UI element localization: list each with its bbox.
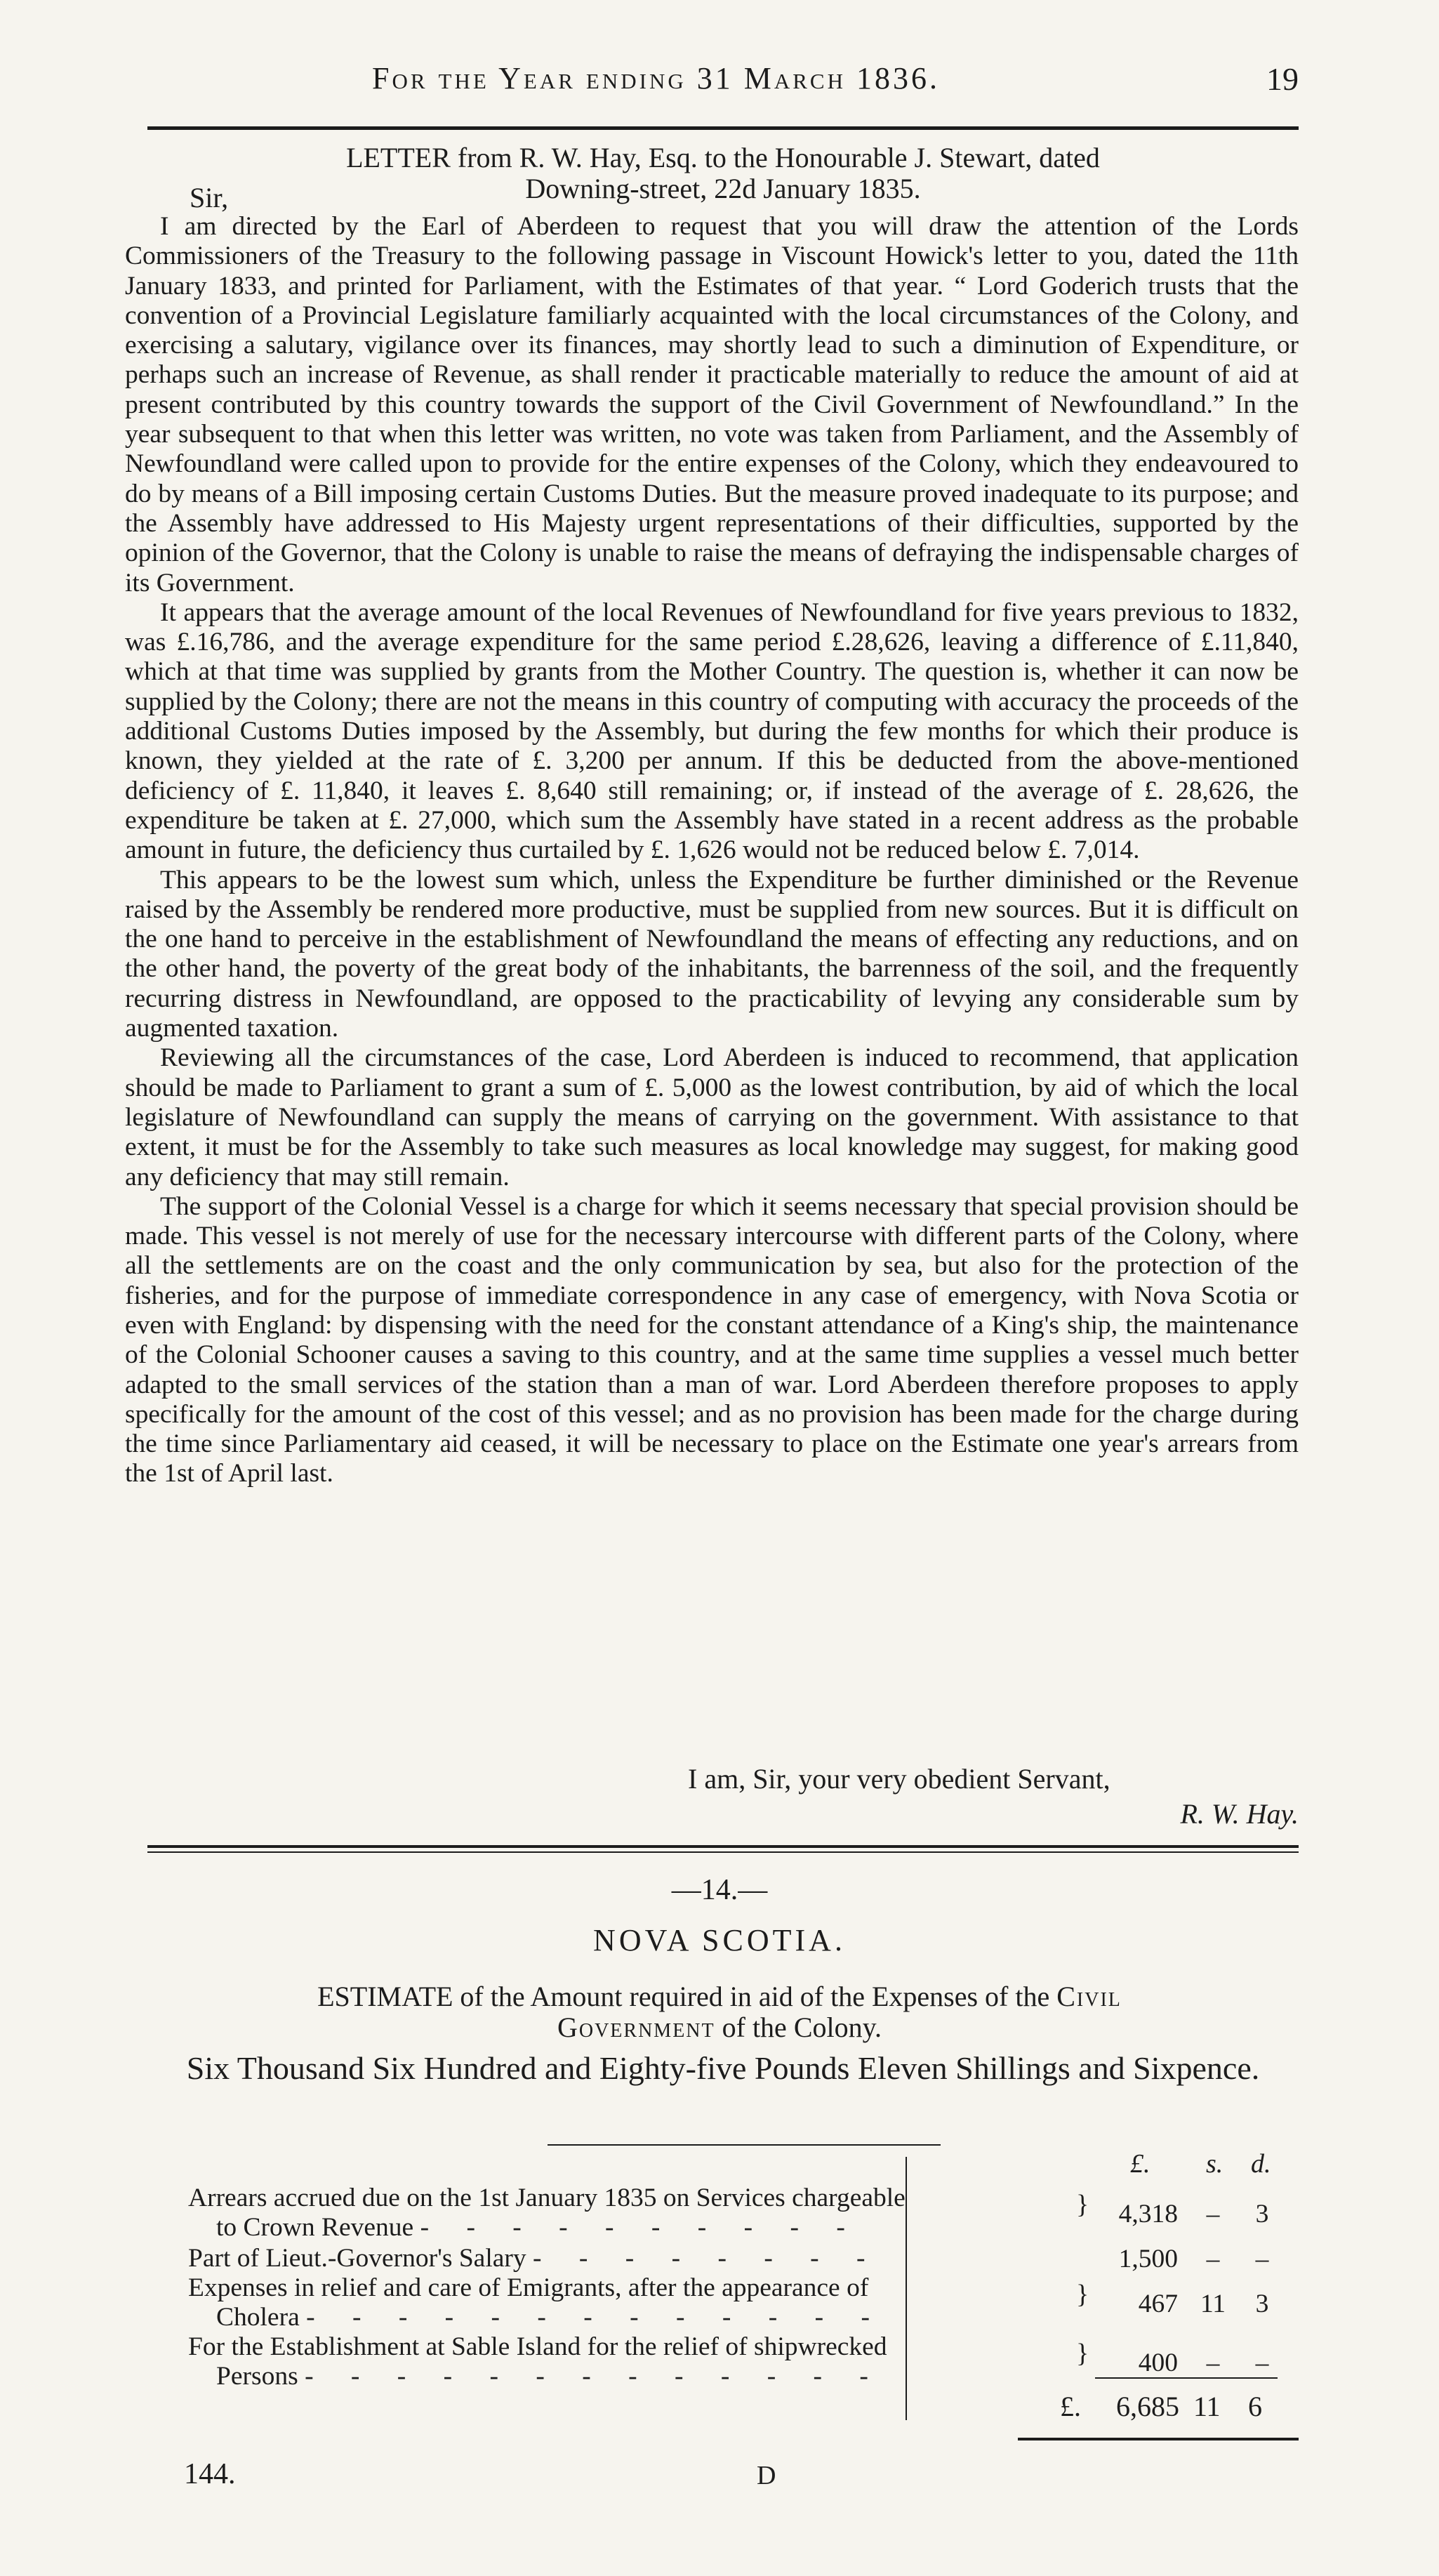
letter-heading-line1: LETTER from R. W. Hay, Esq. to the Honourable J. Stewart, dated (346, 142, 1100, 173)
running-head (147, 60, 1299, 110)
amount-shillings: – (1206, 2200, 1220, 2228)
row-line2: Persons (216, 2362, 298, 2391)
amount-pence: – (1255, 2349, 1269, 2377)
total-underline (1018, 2438, 1299, 2440)
row-description (188, 2273, 1074, 2332)
amount-in-words: Six Thousand Six Hundred and Eighty-five Pounds Eleven Shillings and Sixpence. (186, 2050, 1260, 2086)
row-line1: Part of Lieut.-Governor's Salary (188, 2244, 526, 2273)
amount-pence: 3 (1255, 2200, 1269, 2228)
total-shillings: 11 (1193, 2391, 1221, 2422)
letter-heading-line2: Downing-street, 22d January 1835. (525, 173, 921, 204)
amount-shillings: – (1206, 2245, 1220, 2273)
row-line2: to Crown Revenue (216, 2213, 414, 2242)
total-symbol: £. (1060, 2391, 1081, 2422)
brace-glyph: } (1076, 2280, 1089, 2309)
letter-signature: R. W. Hay. (1180, 1798, 1299, 1830)
amount-pounds: 400 (1138, 2349, 1178, 2377)
page-number: 19 (1266, 61, 1299, 97)
footer-sheet-number: 144. (184, 2458, 236, 2490)
leader-dots: - - - - - - - - - - - - - (305, 2362, 884, 2391)
row-line1: For the Establishment at Sable Island for the relief of shipwrecked (188, 2332, 887, 2361)
leader-dots: - - - - - - - - - - - - - (306, 2303, 885, 2332)
amount-pounds: 4,318 (1118, 2200, 1178, 2228)
section-rule-thin (147, 1851, 1299, 1853)
total-pounds: 6,685 (1116, 2391, 1179, 2422)
section-title: NOVA SCOTIA. (593, 1923, 846, 1957)
row-line1: Expenses in relief and care of Emigrants, after the appearance of (188, 2273, 869, 2302)
amount-shillings: – (1206, 2349, 1220, 2377)
short-rule (548, 2144, 941, 2146)
amount-pence: 3 (1255, 2290, 1269, 2318)
letter-closing: I am, Sir, your very obedient Servant, (688, 1763, 1110, 1795)
row-description (188, 2244, 1074, 2273)
estimate-text-2a: Government (557, 2012, 715, 2043)
row-description (188, 2332, 1074, 2391)
estimate-heading (183, 1981, 1256, 2043)
estimate-text-1a: ESTIMATE of the Amount required in aid of the Expenses of the (317, 1981, 1050, 2012)
estimate-text-2b: of the Colony. (722, 2012, 882, 2043)
amount-pounds: 467 (1138, 2290, 1178, 2318)
estimate-text-1b: Civil (1056, 1981, 1122, 2012)
row-description (188, 2184, 1074, 2243)
brace-glyph: } (1076, 2190, 1089, 2219)
total-pence: 6 (1248, 2391, 1262, 2422)
letter-heading (147, 143, 1299, 204)
footer-signature-mark: D (757, 2461, 776, 2490)
letter-salutation: Sir, (190, 182, 229, 213)
sum-rule (1095, 2377, 1278, 2379)
letter-paragraph: Reviewing all the circumstances of the case, Lord Aberdeen is induced to recommend, that application should be made to Parliament to grant a sum of £. 5,000 as the lowest contribution, by aid of which the local legislature of Newfoundland can supply the means of carrying on the government. With assistance to that extent, it must be for the Assembly to take such measures as local knowledge may suggest, for making good any deficiency that may still remain. (125, 1043, 1299, 1191)
letter-paragraph: It appears that the average amount of the local Revenues of Newfoundland for five years previous to 1832, was £.16,786, and the average expenditure for the same period £.28,626, leaving a difference of £.11,840, which at that time was supplied by grants from the Mother Country. The question is, whether it can now be supplied by the Colony; there are not the means in this country of computing with accuracy the proceeds of the additional Customs Duties imposed by the Assembly, but during the few months for which their produce is known, they yielded at the rate of £. 3,200 per annum. If this be deducted from the above-mentioned deficiency of £. 11,840, it leaves £. 8,640 still remaining; or, if instead of the average of £. 28,626, the expenditure be taken at £. 27,000, which sum the Assembly have stated in a recent address as the probable amount in future, the deficiency thus curtailed by £. 1,626 would not be reduced below £. 7,014. (125, 597, 1299, 865)
row-line1: Arrears accrued due on the 1st January 1835 on Services chargeable (188, 2184, 906, 2212)
leader-dots: - - - - - - - - - - (420, 2213, 861, 2242)
amount-pence: – (1255, 2245, 1269, 2273)
letter-paragraph: The support of the Colonial Vessel is a charge for which it seems necessary that special provision should be made. This vessel is not merely of use for the necessary intercourse with different parts of the Colony, where all the settlements are on the coast and the only communication by sea, but also for the protection of the fisheries, and for the purpose of immediate correspondence in any case of emergency, with Nova Scotia or even with England: by dispensing with the need for the constant attendance of a King's ship, the maintenance of the Colonial Schooner causes a saving to this country, and at the same time supplies a vessel much better adapted to the small services of the station than a man of war. Lord Aberdeen therefore proposes to apply specifically for the amount of the cost of this vessel; and as no provision has been made for the charge during the time since Parliamentary aid ceased, it will be necessary to place on the Estimate one year's arrears from the 1st of April last. (125, 1191, 1299, 1488)
header-rule (147, 126, 1299, 130)
letter-body (125, 212, 1299, 1489)
column-head-pence: d. (1251, 2149, 1271, 2179)
running-head-title: For the Year ending 31 March 1836. (372, 61, 940, 95)
column-head-pounds: £. (1130, 2149, 1150, 2179)
amount-pounds: 1,500 (1118, 2245, 1178, 2273)
amount-shillings: 11 (1200, 2290, 1226, 2318)
column-head-shillings: s. (1206, 2149, 1224, 2179)
section-rule-thick (147, 1845, 1299, 1848)
leader-dots: - - - - - - - - (533, 2244, 881, 2273)
row-line2: Cholera (216, 2303, 300, 2332)
brace-glyph: } (1076, 2339, 1089, 2368)
letter-paragraph: I am directed by the Earl of Aberdeen to request that you will draw the attention of the Lords Commissioners of the Treasury to the following passage in Viscount Howick's letter to you, dated the 11th January 1833, and printed for Parliament, with the Estimates of that year. “ Lord Goderich trusts that the convention of a Provincial Legislature familiarly acquainted with the local circumstances of the Colony, and exercising a salutary, vigilance over its finances, may shortly lead to such a diminution of Expenditure, or perhaps such an increase of Revenue, as shall render it practicable materially to reduce the amount of aid at present contributed by this country towards the support of the Civil Government of Newfoundland.” In the year subsequent to that when this letter was written, no vote was taken from Parliament, and the Assembly of Newfoundland were called upon to provide for the entire expenses of the Colony, which they endeavoured to do by means of a Bill imposing certain Customs Duties. But the measure proved inadequate to its purpose; and the Assembly have addressed to His Majesty urgent representations of their difficulties, supported by the opinion of the Governor, that the Colony is unable to raise the means of defraying the indispensable charges of its Government. (125, 212, 1299, 597)
letter-paragraph: This appears to be the lowest sum which, unless the Expenditure be further diminished or the Revenue raised by the Assembly be rendered more productive, must be supplied from new sources. But it is difficult on the one hand to perceive in the establishment of Newfoundland the means of effecting any reductions, and on the other hand, the poverty of the great body of the inhabitants, the barrenness of the soil, and the frequently recurring distress in Newfoundland, are opposed to the practicability of levying any considerable sum by augmented taxation. (125, 865, 1299, 1043)
section-number: —14.— (671, 1874, 768, 1906)
